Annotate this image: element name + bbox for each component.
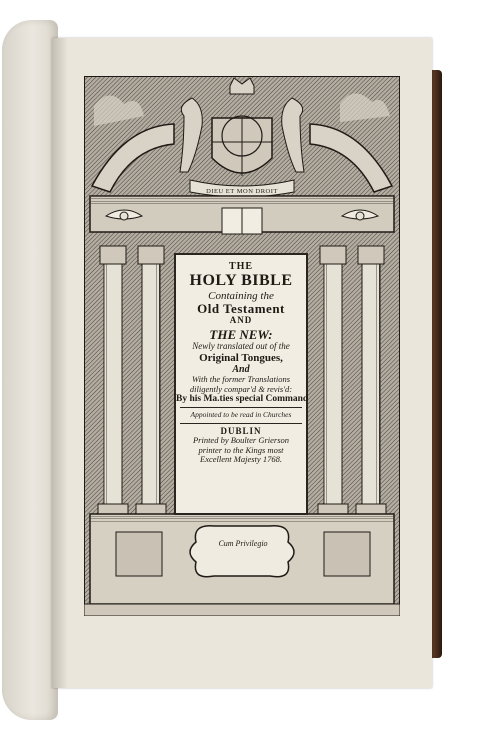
title-former-translations: With the former Translations (192, 374, 290, 385)
title-panel (174, 253, 308, 515)
open-book-emblem (222, 208, 262, 234)
base-panel-right (324, 532, 370, 576)
title-old-testament: Old Testament (197, 300, 285, 316)
title-holy-bible: HOLY BIBLE (189, 272, 293, 289)
royal-motto: DIEU ET MON DROIT (206, 188, 278, 195)
imprint-printer-to: printer to the Kings most (198, 444, 284, 455)
title-newly-translated: Newly translated out of the (192, 341, 290, 352)
title-rule (180, 407, 302, 408)
imprint-printer: Printed by Boulter Grierson (192, 435, 290, 446)
gutter-shadow (52, 38, 68, 688)
title-original-tongues: Original Tongues, (199, 352, 283, 365)
title-the: THE (228, 261, 254, 272)
title-special-command: By his Ma.ties special Command (176, 393, 309, 404)
title-and-italic: And (232, 364, 250, 376)
title-appointed: Appointed to be read in Churches (190, 410, 292, 420)
title-and: AND (229, 314, 253, 325)
title-compared-revised: diligently compar'd & revis'd: (189, 383, 293, 394)
title-the-new: THE NEW: (209, 326, 273, 342)
imprint-majesty-date: Excellent Majesty 1768. (200, 454, 282, 465)
cartouche-label: Cum Privilegio (218, 539, 268, 548)
left-page-curl (2, 20, 58, 720)
base-panel-left (116, 532, 162, 576)
imprint-city: DUBLIN (220, 425, 262, 436)
title-containing: Containing the (208, 289, 274, 302)
title-rule-2 (180, 423, 302, 424)
